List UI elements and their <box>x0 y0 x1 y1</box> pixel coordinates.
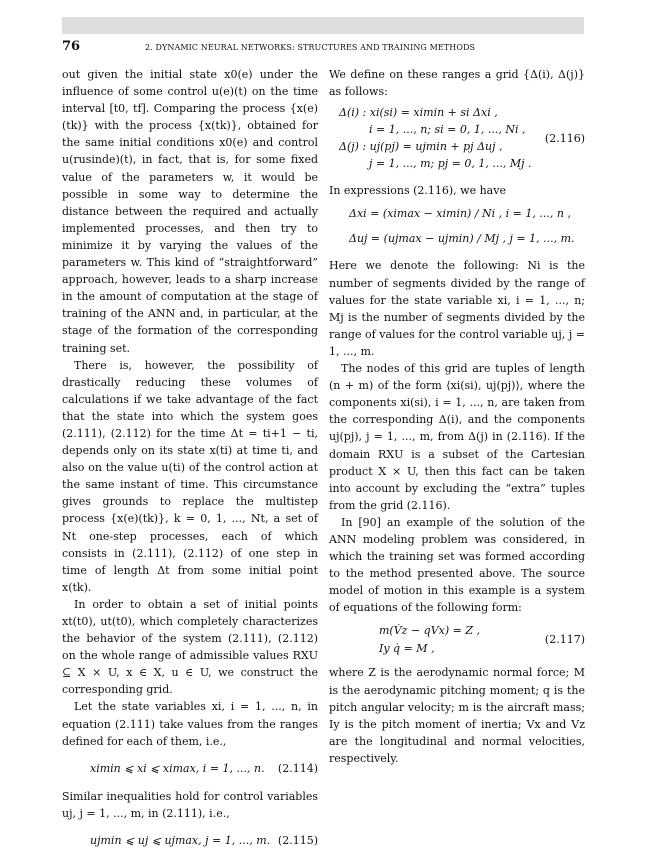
equation-2-116 <box>339 104 585 176</box>
equation-2-114 <box>62 758 318 780</box>
running-header: 2. DYNAMIC NEURAL NETWORKS: STRUCTURES AND TRAINING METHODS <box>145 43 476 52</box>
equation-2-117 <box>379 622 585 658</box>
equation-2-117-line-2: Iy q̇ = M , <box>379 641 435 655</box>
left-paragraph-2: There is, however, the possibility of drastically reducing these volumes of calculations if we take advantage of the fact that the state into which the system goes (2.111), (2.112) for the time Δt = ti+1 − ti, depends only on its state x(ti) at time ti, and also on the value u(ti) of the control action at the same instant of time. This circumstance gives grounds to replace the multistep process {x(e)(tk)}, k = 0, 1, ..., Nt, a set of Nt one-step processes, each of which consists in (2.111), (2.112) of one step in time of length Δt from some initial point x(tk). <box>62 358 318 594</box>
equation-2-115 <box>62 830 318 852</box>
equation-2-116-line-2: i = 1, ..., n; si = 0, 1, ..., Ni , <box>369 123 526 137</box>
equation-2-115-body: ujmin ⩽ uj ⩽ ujmax, j = 1, ..., m. <box>90 833 271 847</box>
equation-delta-u: Δuj = (ujmax − ujmin) / Mj , j = 1, ..., m. <box>349 232 575 246</box>
left-paragraph-4: Let the state variables xi, i = 1, ..., n, in equation (2.111) take values from the ranges defined for each of them, i.e., <box>62 700 318 748</box>
equation-2-116-line-4: j = 1, ..., m; pj = 0, 1, ..., Mj . <box>369 157 532 171</box>
left-paragraph-3: In order to obtain a set of initial points xt(t0), ut(t0), which completely characterizes the behavior of the system (2.111), (2.112) on the whole range of admissible values RXU ⊆ X × U, x ∈ X, u ∈ U, we construct the corresponding grid. <box>62 597 318 697</box>
equation-2-115-number: (2.115) <box>277 833 318 847</box>
right-paragraph-6: where Z is the aerodynamic normal force; M is the aerodynamic pitching moment; q is the pitch angular velocity; m is the aircraft mass; Iy is the pitch moment of inertia; Vx and Vz are the longitudinal and normal velocities, respectively. <box>329 666 585 765</box>
equation-2-116-line-3: Δ(j) : uj(pj) = ujmin + pj Δuj , <box>339 140 503 154</box>
left-column <box>62 66 318 860</box>
right-paragraph-3: Here we denote the following: Ni is the number of segments divided by the range of values for the state variable xi, i = 1, ..., n; Mj is the number of segments divided by the range of values for the control variable uj, j = 1, ..., m. <box>329 259 585 358</box>
equation-delta-x: Δxi = (ximax − ximin) / Ni , i = 1, ..., n , <box>349 207 571 221</box>
equation-2-116-line-1: Δ(i) : xi(si) = ximin + si Δxi , <box>339 106 498 120</box>
left-paragraph-1: out given the initial state x0(e) under the influence of some control u(e)(t) on the time interval [t0, tf]. Comparing the process {x(e)(tk)} with the process {x(tk)}, obtained for the same initial conditions x0(e) and control u(rusinde)(t), in fact, that is, for some fixed value of the parameters w, it would be possible in some way to determine the distance between the required and actually implemented processes, and then try to minimize it by varying the values of the parameters w. This kind of “straightforward” approach, however, leads to a sharp increase in the amount of computation at the stage of training of the ANN and, in particular, at the stage of the formation of the corresponding training set. <box>62 68 318 355</box>
equation-2-117-number: (2.117) <box>544 633 585 647</box>
right-column <box>329 66 585 767</box>
right-paragraph-2: In expressions (2.116), we have <box>329 184 506 198</box>
equation-2-114-body: ximin ⩽ xi ⩽ ximax, i = 1, ..., n. <box>90 761 265 775</box>
header-bar <box>62 17 584 34</box>
equation-2-116-number: (2.116) <box>544 132 585 146</box>
right-paragraph-5: In [90] an example of the solution of the ANN modeling problem was considered, in which the training set was formed according to the method presented above. The source model of motion in this example is a system of equations of the following form: <box>329 515 585 615</box>
equation-2-114-number: (2.114) <box>277 761 318 775</box>
left-paragraph-5: Similar inequalities hold for control variables uj, j = 1, ..., m, in (2.111), i.e., <box>62 789 318 820</box>
equation-2-117-line-1: m(V̇z − qVx) = Z , <box>379 624 480 638</box>
right-paragraph-1: We define on these ranges a grid {Δ(i), Δ(j)} as follows: <box>329 68 585 99</box>
page-number: 76 <box>62 39 81 54</box>
right-paragraph-4: The nodes of this grid are tuples of length (n + m) of the form ⟨xi(si), uj(pj)⟩, where the components xi(si), i = 1, ..., n, are taken from the corresponding Δ(i), and the components uj(pj), j = 1, ..., m, from Δ(j) in (2.116). If the domain RXU is a subset of the Cartesian product X × U, then this fact can be taken into account by excluding the “extra” tuples from the grid (2.116). <box>329 362 585 512</box>
